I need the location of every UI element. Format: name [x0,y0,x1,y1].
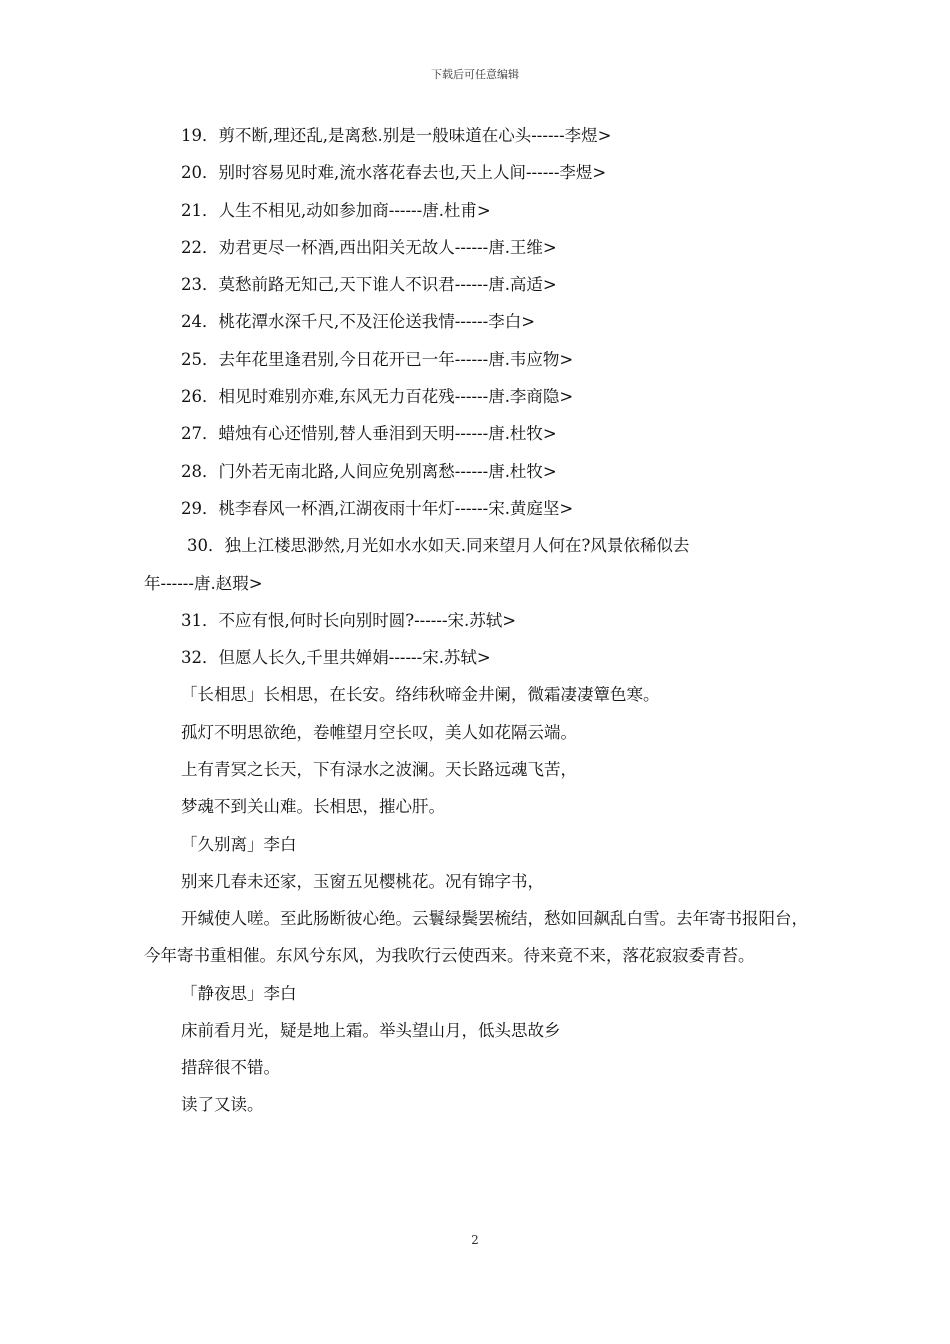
poem-changxiangsi-line-3: 上有青冥之长天，下有渌水之波澜。天长路远魂飞苦， [181,760,577,780]
quote-line-25: 25．去年花里逢君别,今日花开已一年------唐.韦应物> [181,349,574,369]
quote-line-30-second: 年------唐.赵瑕> [144,573,263,593]
page-header: 下载后可任意编辑 [431,68,519,81]
quote-line-29: 29．桃李春风一杯酒,江湖夜雨十年灯------宋.黄庭坚> [181,498,574,518]
quote-line-22: 22．劝君更尽一杯酒,西出阳关无故人------唐.王维> [181,237,557,257]
quote-line-24: 24．桃花潭水深千尺,不及汪伦送我情------李白> [181,312,536,332]
quote-line-31: 31．不应有恨,何时长向别时圆?------宋.苏轼> [181,610,517,630]
quote-line-20: 20．别时容易见时难,流水落花春去也,天上人间------李煜> [181,163,607,183]
page-number: 2 [471,1233,479,1247]
quote-line-23: 23．莫愁前路无知己,天下谁人不识君------唐.高适> [181,275,557,295]
poem-jiubieli-line-1: 别来几春未还家，玉窗五见樱桃花。况有锦字书， [181,871,544,891]
poem-jiubieli-paragraph: 开缄使人嗟。至此肠断彼心绝。云鬟绿鬓罢梳结，愁如回飙乱白雪。去年寄书报阳台，今年寄书重相催。东风兮东风，为我吹行云使西来。待来竟不来，落花寂寂委青苔。 [144,909,808,965]
document-body [144,124,808,1131]
quote-line-21: 21．人生不相见,动如参加商------唐.杜甫> [181,200,491,220]
quote-line-27: 27．蜡烛有心还惜别,替人垂泪到天明------唐.杜牧> [181,424,557,444]
poem-changxiangsi-line-2: 孤灯不明思欲绝，卷帷望月空长叹，美人如花隔云端。 [181,722,577,742]
poem-changxiangsi-line-1: 「长相思」长相思，在长安。络纬秋啼金井阑，微霜凄凄簟色寒。 [181,685,660,705]
comment-line-2: 读了又读。 [181,1095,264,1115]
quote-line-28: 28．门外若无南北路,人间应免别离愁------唐.杜牧> [181,461,557,481]
comment-line-1: 措辞很不错。 [181,1058,280,1078]
quote-line-30-first: 30．独上江楼思渺然,月光如水水如天.同来望月人何在?风景依稀似去 [187,536,690,556]
quote-line-26: 26．相见时难别亦难,东风无力百花残------唐.李商隐> [181,387,574,407]
poem-jingyesi-title: 「静夜思」李白 [181,983,297,1003]
poem-changxiangsi-line-4: 梦魂不到关山难。长相思，摧心肝。 [181,797,445,817]
quote-line-32: 32．但愿人长久,千里共婵娟------宋.苏轼> [181,648,491,668]
poem-jiubieli-title: 「久别离」李白 [181,834,297,854]
quote-line-19: 19．剪不断,理还乱,是离愁.别是一般味道在心头------李煜> [181,126,612,145]
poem-jingyesi-text: 床前看月光，疑是地上霜。举头望山月，低头思故乡 [181,1020,561,1040]
